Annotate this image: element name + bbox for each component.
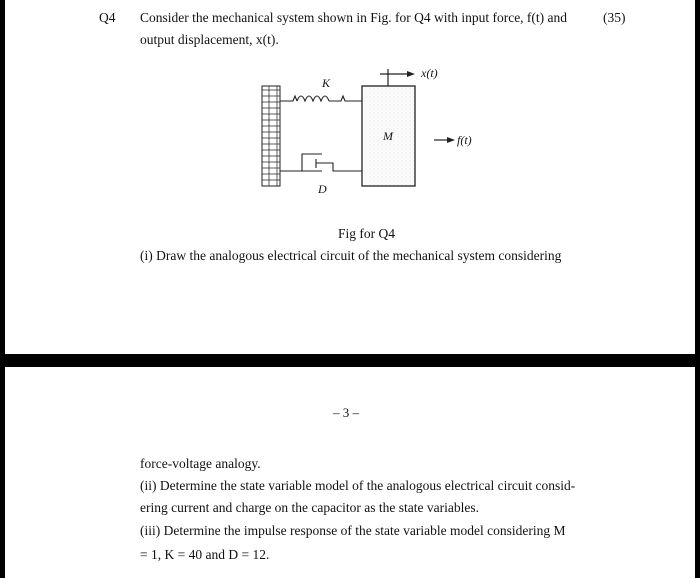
page-number: – 3 –	[333, 405, 359, 420]
part-iii-line-1: (iii) Determine the impulse response of the state variable model considering M	[140, 523, 566, 538]
displacement-label: x(t)	[421, 66, 438, 80]
mechanical-system-figure	[5, 0, 695, 230]
question-line-2: output displacement, x(t).	[140, 32, 279, 47]
page-top	[5, 0, 695, 354]
question-line-1: Consider the mechanical system shown in Fig. for Q4 with input force, f(t) and	[140, 10, 568, 25]
mass-label: M	[383, 129, 393, 143]
part-iii-line-2: = 1, K = 40 and D = 12.	[140, 547, 270, 562]
figure-caption: Fig for Q4	[338, 226, 395, 241]
question-number: Q4	[99, 10, 116, 25]
force-label: f(t)	[457, 133, 472, 147]
page-bottom	[5, 367, 695, 578]
part-i-line-1: (i) Draw the analogous electrical circuit of the mechanical system considering	[140, 248, 562, 263]
fixed-wall	[262, 86, 280, 186]
part-ii-line-2: ering current and charge on the capacitor as the state variables.	[140, 500, 479, 515]
displacement-arrow	[380, 69, 415, 86]
damper-d	[280, 154, 362, 171]
damper-label: D	[318, 182, 327, 196]
question-marks: (35)	[603, 10, 626, 25]
spring-k	[280, 96, 362, 101]
part-ii-line-1: (ii) Determine the state variable model of the analogous electrical circuit consid-	[140, 478, 576, 493]
force-arrow	[434, 137, 455, 143]
part-i-line-2: force-voltage analogy.	[140, 456, 261, 471]
spring-label: K	[322, 76, 331, 90]
